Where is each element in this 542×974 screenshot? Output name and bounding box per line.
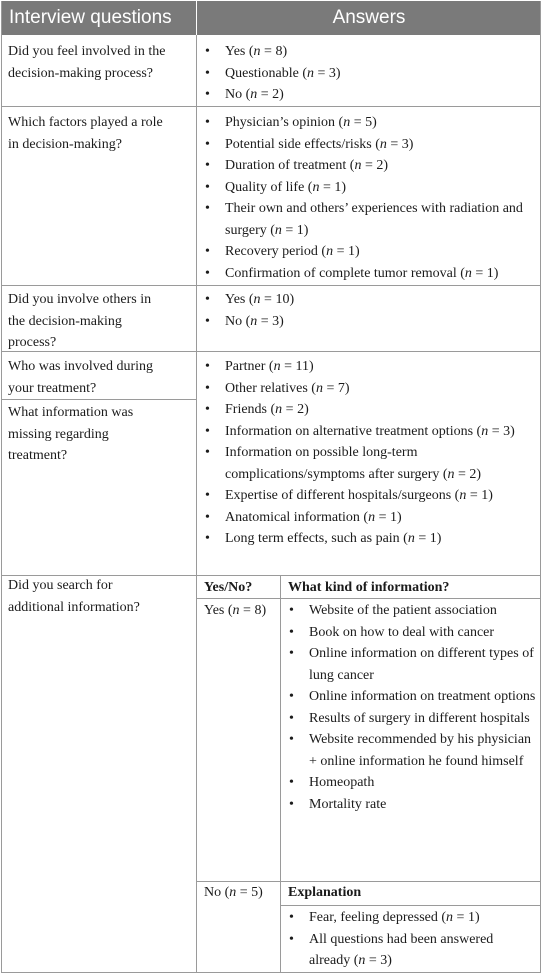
answers-column-header: Answers xyxy=(197,1,541,35)
list-item: • Recovery period (n = 1) xyxy=(225,241,537,263)
question-factors: Which factors played a role in decision-making? xyxy=(8,115,163,152)
question-involved-decision: Did you feel involved in the decision-making process? xyxy=(8,44,166,81)
list-item: • Online information on different types of lung cancer xyxy=(309,643,537,686)
list-item: • Fear, feeling depressed (n = 1) xyxy=(309,907,537,929)
list-item: • Questionable (n = 3) xyxy=(225,63,537,85)
question-search-information: Did you search for additional information? xyxy=(8,578,140,615)
list-item: • Information on alternative treatment options (n = 3) xyxy=(225,421,537,443)
list-item: • Confirmation of complete tumor removal (n = 1) xyxy=(225,263,537,285)
kind-of-information-subheader: What kind of information? xyxy=(288,580,450,595)
list-item: • Information on possible long-term complications/symptoms after surgery (n = 2) xyxy=(225,442,537,485)
explanation-subheader: Explanation xyxy=(288,885,362,900)
answer-list xyxy=(225,112,537,284)
yes-no-subheader: Yes/No? xyxy=(204,580,253,595)
list-item: • Mortality rate xyxy=(309,794,537,816)
answer-list xyxy=(225,289,537,332)
list-item: • All questions had been answered already (n = 3) xyxy=(309,929,537,972)
answer-list xyxy=(225,356,537,550)
list-item: • Anatomical information (n = 1) xyxy=(225,507,537,529)
row-divider xyxy=(1,399,196,400)
list-item: • Yes (n = 10) xyxy=(225,289,537,311)
question-missing-information: What information was missing regarding treatment? xyxy=(8,405,134,463)
list-item: • Potential side effects/risks (n = 3) xyxy=(225,134,537,156)
explanation-divider xyxy=(281,905,541,906)
list-item: • Partner (n = 11) xyxy=(225,356,537,378)
row-divider xyxy=(1,285,541,286)
list-item: • Online information on treatment options xyxy=(309,686,537,708)
list-item: • Friends (n = 2) xyxy=(225,399,537,421)
list-item: • Yes (n = 8) xyxy=(225,41,537,63)
information-list xyxy=(309,600,537,815)
list-item: • Duration of treatment (n = 2) xyxy=(225,155,537,177)
row-divider xyxy=(1,106,541,107)
list-item: • Physician’s opinion (n = 5) xyxy=(225,112,537,134)
list-item: • No (n = 2) xyxy=(225,84,537,106)
column-divider xyxy=(196,35,197,973)
list-item: • Other relatives (n = 7) xyxy=(225,378,537,400)
list-item: • Quality of life (n = 1) xyxy=(225,177,537,199)
subcolumn-divider xyxy=(280,575,281,973)
list-item: • Book on how to deal with cancer xyxy=(309,622,537,644)
list-item: • No (n = 3) xyxy=(225,311,537,333)
explanation-list xyxy=(309,907,537,972)
list-item: • Expertise of different hospitals/surgeons (n = 1) xyxy=(225,485,537,507)
yes-count: Yes (n = 8) xyxy=(204,603,267,618)
table-border-bottom xyxy=(1,972,541,973)
table-border-right xyxy=(540,1,541,973)
question-involve-others: Did you involve others in the decision-making process? xyxy=(8,292,152,350)
list-item: • Website recommended by his physician + online information he found himself xyxy=(309,729,537,772)
table-border-left xyxy=(1,1,2,973)
no-count: No (n = 5) xyxy=(204,885,263,900)
results-table xyxy=(1,1,541,973)
questions-column-header: Interview questions xyxy=(1,1,196,35)
list-item: • Long term effects, such as pain (n = 1) xyxy=(225,528,537,550)
list-item: • Their own and others’ experiences with radiation and surgery (n = 1) xyxy=(225,198,537,241)
answer-list xyxy=(225,41,537,106)
list-item: • Website of the patient association xyxy=(309,600,537,622)
question-who-involved: Who was involved during your treatment? xyxy=(8,359,154,396)
list-item: • Homeopath xyxy=(309,772,537,794)
list-item: • Results of surgery in different hospitals xyxy=(309,708,537,730)
